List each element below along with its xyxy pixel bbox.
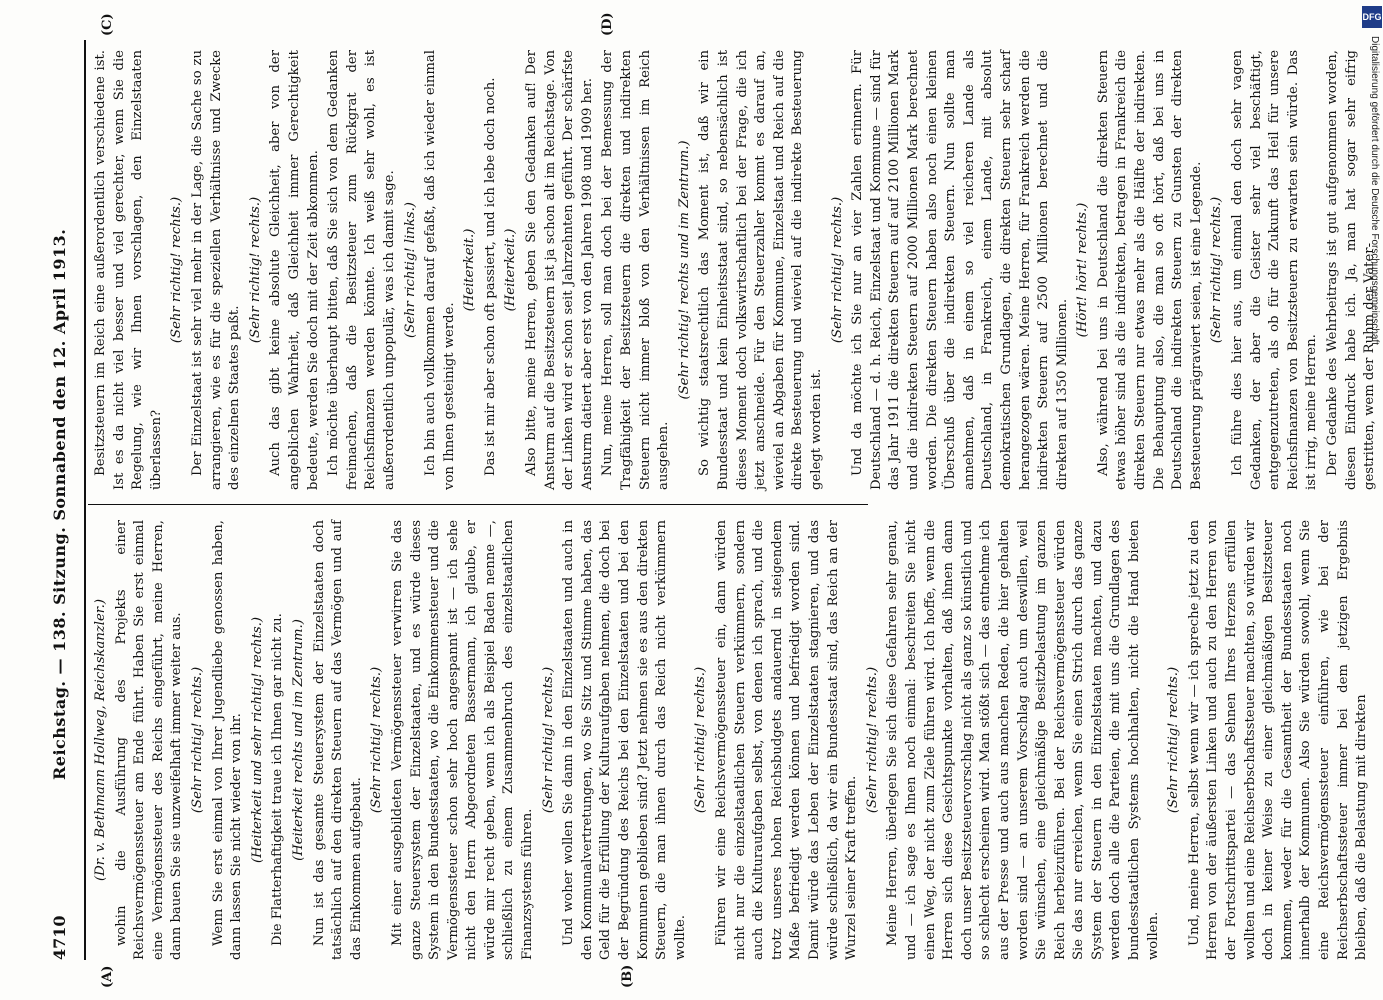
paragraph: (Sehr richtig! rechts.) [369, 666, 385, 814]
paragraph: Und, meine Herren, selbst wenn wir — ich spreche jetzt zu den Herren von der äußersten Linken und auch zu den Herren von der Fortschrittspartei — das Sehnen Ihres Herzens erfüllen wollten und eine Reichserbschaftssteuer machten, so würden wir doch in keiner Weise zu einer gleichmäßigen Besitzsteuer kommen, weder für die Gesamtheit der Bundesstaaten noch innerhalb der Kommunen. Also Sie würden sowohl, wenn Sie eine Reichsvermögenssteuer einführen, wie bei der Reichserbschaftssteuer immer bei dem jetzigen Ergebnis bleiben, daß die Belastung mit direkten [1186, 520, 1370, 960]
paragraph: Nun, meine Herren, soll man doch bei der Bemessung der Tragfähigkeit der Besitzsteuern die direkten und indirekten Steuern nicht immer bloß von den Verhältnissen im Reich ausgehen. [600, 50, 672, 490]
paragraph: Besitzsteuern im Reich eine außerordentlich verschiedene ist. Ist es da nicht viel besser und viel gerechter, wenn Sie die Regelung, wie wir Ihnen vorschlagen, den Einzelstaaten überlassen? [93, 50, 164, 490]
dfg-logo: DFG [1362, 6, 1382, 28]
paragraph: (Sehr richtig! rechts.) [693, 666, 709, 814]
dfg-watermark [1362, 6, 1382, 466]
left-column [92, 520, 1374, 960]
page-title: Reichstag. — 138. Sitzung. Sonnabend den 12. April 1913. [50, 228, 69, 780]
paragraph: (Sehr richtig! rechts.) [247, 196, 263, 344]
paragraph: Also, während bei uns in Deutschland die direkten Steuern etwas höher sind als die indirekten, betragen in Frankreich die direkten Steuern nur etwas mehr als die Hälfte der indirekten. Die Behauptung also, die man so oft hört, daß bei uns in Deutschland die indirekten Steuern zu Gunsten der direkten Besteuerung prägraviert seien, ist eine Legende. [1095, 50, 1204, 490]
paragraph: (Dr. v. Bethmann Hollweg, Reichskanzler.) [93, 599, 108, 881]
right-column [92, 50, 1382, 490]
margin-mark-b: (B) [620, 964, 635, 988]
dfg-credit-text: Digitalisierung gefördert durch die Deutsche Forschungsgemeinschaft [1369, 36, 1380, 346]
paragraph: Ich möchte überhaupt bitten, daß Sie sich von dem Gedanken freimachen, daß die Besitzsteuer zum Rückgrat der Reichsfinanzen werden könnte. Ich weiß sehr wohl, es ist außerordentlich unpopulär, was ich damit sage. [326, 50, 397, 490]
paragraph: Ich bin auch vollkommen darauf gefaßt, daß ich wieder einmal von Ihnen gesteinigt werde. [423, 50, 457, 490]
paragraph: Der Gedanke des Wehrbeitrags ist gut aufgenommen worden, diesen Eindruck habe ich. Ja, man hat sogar sehr eifrig gestritten, wem der Ruhm der Vater- [1325, 50, 1378, 490]
paragraph: Also bitte, meine Herren, geben Sie den Gedanken auf! Der Ansturm auf die Besitzsteuern ist ja schon alt im Reichstage. Von der Linken wird er schon seit Jahrzehnten geführt. Der schärfste Ansturm datiert aber erst von den Jahren 1908 und 1909 her. [524, 50, 595, 490]
paragraph: Wenn Sie erst einmal von Ihrer Jugendliebe genossen haben, dann lassen Sie nicht wieder von ihr. [210, 520, 245, 960]
paragraph: (Sehr richtig! rechts und im Zentrum.) [676, 140, 692, 400]
paragraph: Nun ist das gesamte Steuersystem der Einzelstaaten doch tatsächlich auf den direkten Steuern auf das Vermögen und auf das Einkommen aufgebaut. [311, 520, 364, 960]
paragraph: (Sehr richtig! rechts.) [540, 666, 556, 814]
paragraph: (Hört! hört! rechts.) [1075, 202, 1091, 338]
paragraph: (Heiterkeit.) [503, 228, 519, 312]
paragraph: (Sehr richtig! rechts.) [1209, 196, 1225, 344]
paragraph: Mit einer ausgebildeten Vermögenssteuer verwirren Sie das ganze Steuersystem der Einzelstaaten, und es würde dieses System in den Bundesstaaten, wo die Einkommensteuer und die Vermögenssteuer schon sehr hoch angespannt ist — ich sehe nicht den Herrn Abgeordneten Bassermann, ich glaube, er würde mir recht geben, wenn ich als Beispiel Baden nenne —, schließlich zu einem Zusammenbruch des einzelstaatlichen Finanzsystems führen. [389, 520, 536, 960]
paragraph: Meine Herren, überlegen Sie sich diese Gefahren sehr genau, und — ich sage es Ihnen noch einmal: beschreiten Sie nicht einen Weg, der nicht zum Ziele führen wird. Ich hoffe, wenn die Herren sich diese Gesichtspunkte vorhalten, daß ihnen dann doch unser Besitzsteuervorschlag nicht als ganz so künstlich und so schlecht erscheinen wird. Man stößt sich — das entnehme ich aus der Presse und auch aus manchen Reden, die hier gehalten worden sind — an unserem Vorschlag auch um deswillen, weil Sie wünschen, eine gleichmäßige Besitzbelastung im ganzen Reich herbeizuführen. Bei der Reichsvermögenssteuer würden Sie das nur erreichen, wenn Sie einen Strich durch das ganze System der Steuern in den Einzelstaaten machten, und dazu werden doch alle die Parteien, die mit uns die Grundlagen des bundesstaatlichen Systems hochhalten, nicht die Hand bieten wollen. [885, 520, 1161, 960]
paragraph: So wichtig staatsrechtlich das Moment ist, daß wir ein Bundesstaat und kein Einheitsstaat sind, so nebensächlich ist dieses Moment doch volkswirtschaftlich bei der Frage, die ich jetzt anschneide. Für den Steuerzahler kommt es darauf an, wieviel an Abgaben für Kommune, Einzelstaat und Reich auf die direkte Besteuerung und wieviel auf die indirekte Besteuerung gelegt worden ist. [697, 50, 824, 490]
paragraph: (Sehr richtig! rechts.) [189, 666, 205, 814]
paragraph: Ich führe dies hier aus, um einmal den doch sehr vagen Gedanken, der aber die Geister sehr viel beschäftigt, entgegenzutreten, als ob für die Zukunft das Heil für unsere Reichsfinanzen von Besitzsteuern zu erwarten sein würde. Das ist irrig, meine Herren. [1230, 50, 1320, 490]
paragraph: (Heiterkeit.) [462, 228, 478, 312]
paragraph: wohin die Ausführung des Projekts einer Reichsvermögenssteuer am Ende führt. Haben Sie erst einmal eine Vermögenssteuer des Reichs eingeführt, meine Herren, dann bauen Sie sie unzweifelhaft immer weiter aus. [113, 520, 185, 960]
paragraph: (Sehr richtig! rechts.) [1166, 666, 1182, 814]
paragraph: (Sehr richtig! rechts.) [864, 666, 880, 814]
margin-mark-d: (D) [600, 12, 615, 36]
paragraph: Auch das gibt keine absolute Gleichheit, aber von der angeblichen Wahrheit, daß Gleichheit immer Gerechtigkeit bedeute, werden Sie doch mit der Zeit abkommen. [268, 50, 321, 490]
paragraph: Führen wir eine Reichsvermögenssteuer ein, dann würden nicht nur die einzelstaatlichen Steuern verkümmern, sondern auch die Kulturaufgaben selbst, von denen ich sprach, und die trotz unseres hohen Reichsbudgets andauernd in steigendem Maße befriedigt werden können und befriedigt worden sind. Damit würde das Leben der Einzelstaaten stagnieren, und das würde schließlich, da wir ein Bundesstaat sind, das Reich an der Wurzel seiner Kraft treffen. [714, 520, 860, 960]
paragraph: (Sehr richtig! rechts.) [829, 196, 845, 344]
paragraph: (Sehr richtig! rechts.) [169, 196, 185, 344]
paragraph: Der Einzelstaat ist sehr viel mehr in der Lage, die Sache so zu arrangieren, wie es für die speziellen Verhältnisse und Zwecke des einzelnen Staates paßt. [189, 50, 243, 490]
margin-mark-a: (A) [100, 965, 115, 988]
page-number: 4710 [50, 915, 69, 960]
paragraph: Die Flatterhaftigkeit traue ich Ihnen gar nicht zu. [270, 613, 286, 946]
page-header [40, 40, 86, 960]
paragraph: (Heiterkeit und sehr richtig! rechts.) [249, 617, 265, 864]
paragraph: Und da möchte ich Sie nur an vier Zahlen erinnern. Für Deutschland — d. h. Reich, Einzelstaat und Kommune — sind für das Jahr 1911 die direkten Steuern auf auf 2100 Millionen Mark und die indirekten Steuern auf 2000 Millionen Mark berechnet worden. Die direkten Steuern haben also noch einen kleinen Überschuß über die indirekten Steuern. Nun sollte man annehmen, daß in einem so viel reicheren Lande als Deutschland, in Frankreich, einem Lande, mit absolut demokratischen Grundlagen, die direkten Steuern sehr scharf herangezogen wären. Meine Herren, für Frankreich werden die indirekten Steuern auf 2500 Millionen berechnet und die direkten auf 1350 Millionen. [850, 50, 1070, 490]
paragraph: Das ist mir aber schon oft passiert, und ich lebe doch noch. [482, 77, 498, 476]
paragraph: Und woher wollen Sie dann in den Einzelstaaten und auch in den Kommunalvertretungen, wo Sie Sitz und Stimme haben, das Geld für die Erfüllung der Kulturaufgaben nehmen, die doch bei der Begründung des Reichs bei den Einzelstaaten und bei den Kommunen geblieben sind? Jetzt nehmen sie es aus den direkten Steuern, die man ihnen durch das Reich nicht verkümmern wollte. [561, 520, 688, 960]
column-divider [88, 504, 868, 505]
paragraph: (Heiterkeit rechts und im Zentrum.) [290, 619, 306, 861]
paragraph: (Sehr richtig! links.) [402, 202, 418, 338]
margin-mark-c: (C) [100, 13, 115, 36]
